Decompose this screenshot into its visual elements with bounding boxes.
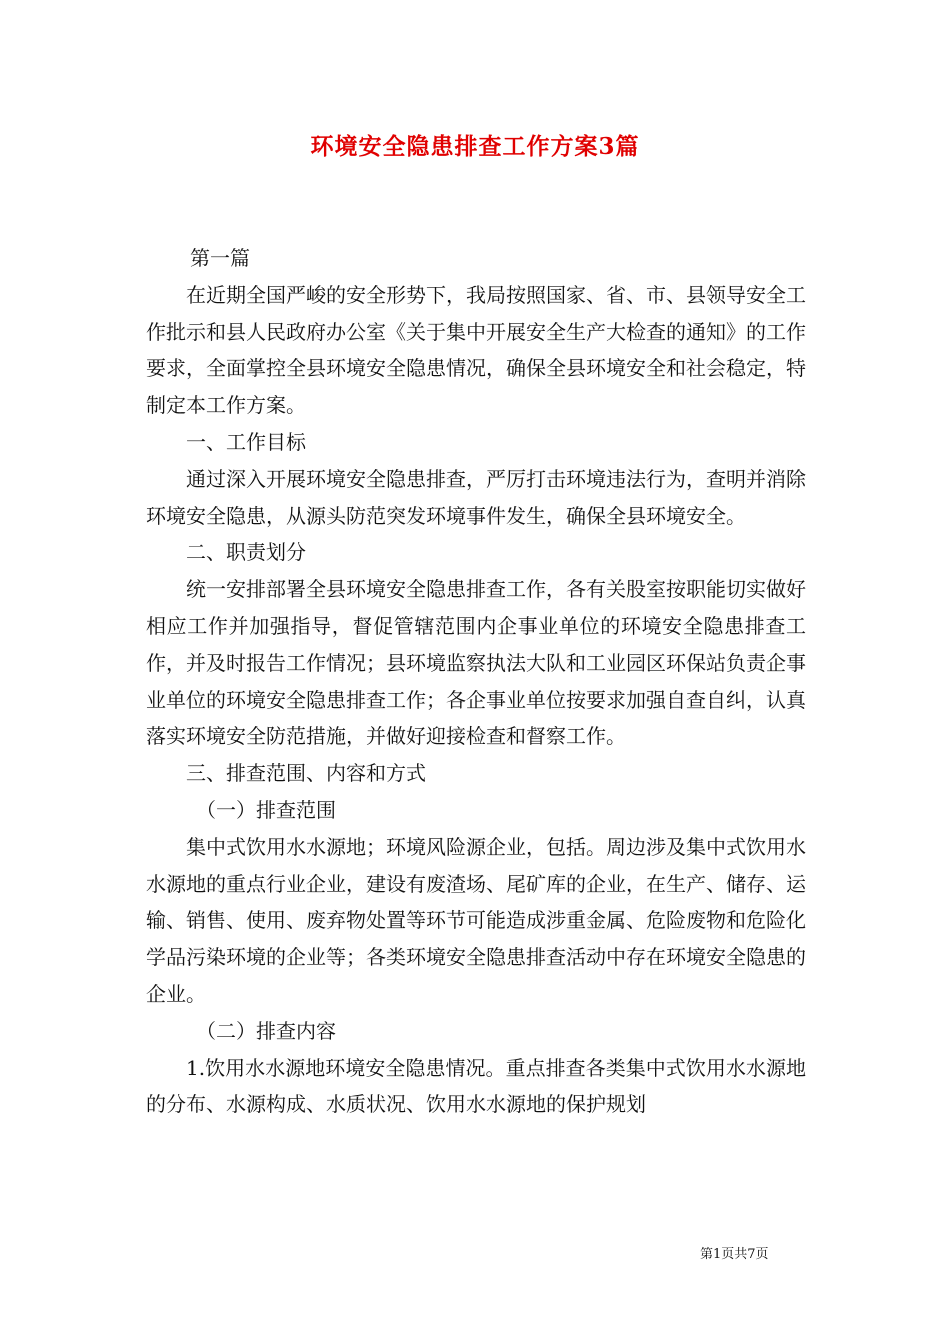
subheading-content: （二）排查内容 (196, 1018, 336, 1043)
document-body (146, 240, 806, 1123)
paragraph-work-goal: 通过深入开展环境安全隐患排查，严厉打击环境违法行为，查明并消除环境安全隐患，从源头防范突发环境事件发生，确保全县环境安全。 (146, 466, 806, 528)
section-label-first-part: 第一篇 (190, 246, 250, 270)
intro-paragraph: 在近期全国严峻的安全形势下，我局按照国家、省、市、县领导安全工作批示和县人民政府办公室《关于集中开展安全生产大检查的通知》的工作要求，全面掌控全县环境安全隐患情况，确保全县环境安全和社会稳定，特制定本工作方案。 (146, 282, 806, 418)
subheading-scope: （一）排查范围 (196, 797, 336, 822)
heading-work-goal: 一、工作目标 (186, 429, 306, 454)
document-title: 环境安全隐患排查工作方案3篇 (310, 133, 640, 160)
paragraph-scope: 集中式饮用水水源地；环境风险源企业，包括。周边涉及集中式饮用水水源地的重点行业企业，建设有废渣场、尾矿库的企业，在生产、储存、运输、销售、使用、废弃物处置等环节可能造成涉重金属、危险废物和危险化学品污染环境的企业等；各类环境安全隐患排查活动中存在环境安全隐患的企业。 (146, 834, 806, 1006)
paragraph-content-item-1: 1.饮用水水源地环境安全隐患情况。重点排查各类集中式饮用水水源地的分布、水源构成、水质状况、饮用水水源地的保护规划 (146, 1055, 806, 1117)
heading-responsibilities: 二、职责划分 (186, 540, 306, 565)
heading-scope-content-method: 三、排查范围、内容和方式 (186, 761, 426, 786)
page-number-footer: 第1页共7页 (700, 1247, 769, 1262)
paragraph-responsibilities: 统一安排部署全县环境安全隐患排查工作，各有关股室按职能切实做好相应工作并加强指导，督促管辖范围内企事业单位的环境安全隐患排查工作，并及时报告工作情况；县环境监察执法大队和工业园区环保站负责企事业单位的环境安全隐患排查工作；各企事业单位按要求加强自查自纠，认真落实环境安全防范措施，并做好迎接检查和督察工作。 (146, 577, 806, 749)
